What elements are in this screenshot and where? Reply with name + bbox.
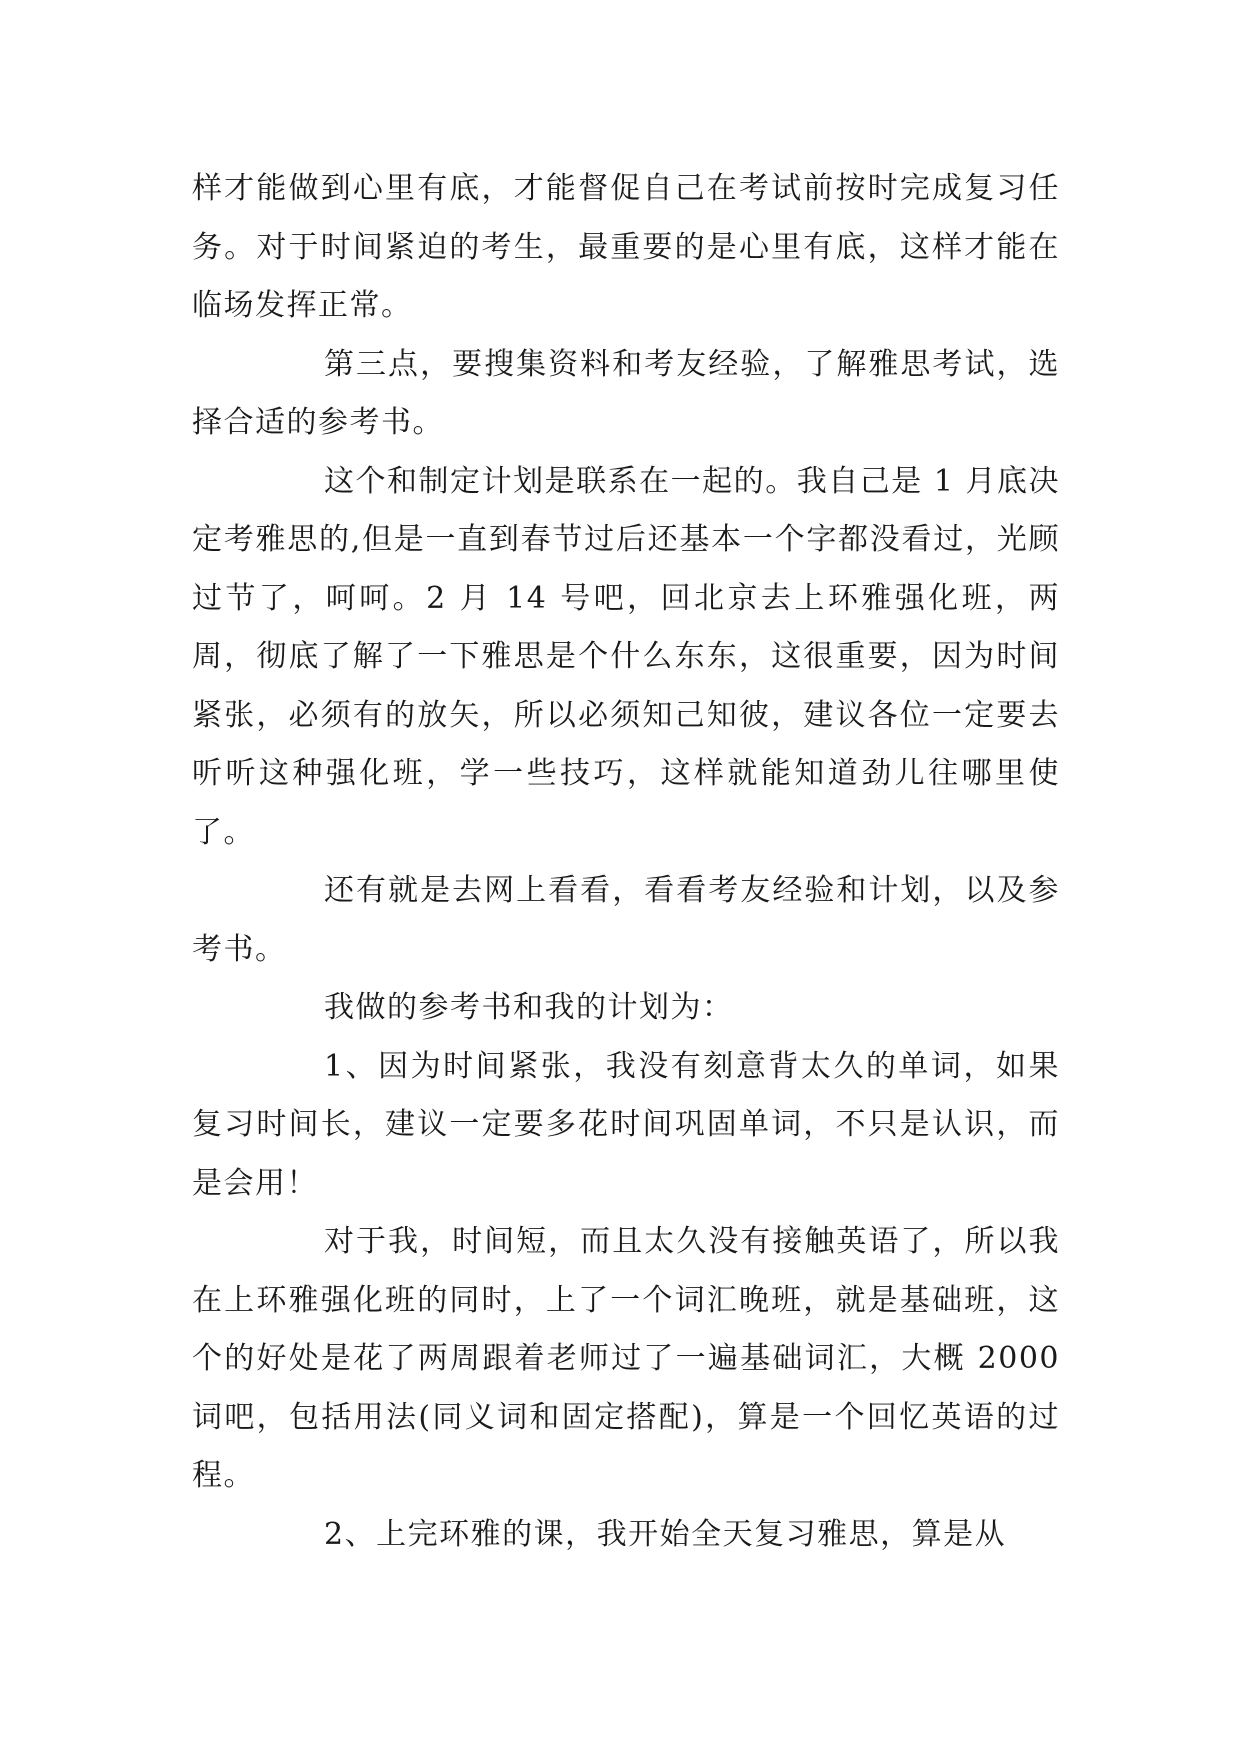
- paragraph-6: 1、因为时间紧张，我没有刻意背太久的单词，如果复习时间长，建议一定要多花时间巩固单词，不只是认识，而是会用！: [192, 1048, 1060, 1201]
- document-body: [192, 160, 1060, 1564]
- paragraph-4: 还有就是去网上看看，看看考友经验和计划，以及参考书。: [192, 873, 1060, 967]
- paragraph-3: 这个和制定计划是联系在一起的。我自己是 1 月底决定考雅思的,但是一直到春节过后还基本一个字都没看过，光顾过节了，呵呵。2 月 14 号吧，回北京去上环雅强化班，两周，彻底了解了一下雅思是个什么东东，这很重要，因为时间紧张，必须有的放矢，所以必须知己知彼，建议各位一定要去听听这种强化班，学一些技巧，这样就能知道劲儿往哪里使了。: [192, 463, 1060, 850]
- paragraph-8: 2、上完环雅的课，我开始全天复习雅思，算是从: [324, 1516, 1007, 1552]
- paragraph-2: 第三点，要搜集资料和考友经验，了解雅思考试，选择合适的参考书。: [192, 346, 1060, 440]
- paragraph-7: 对于我，时间短，而且太久没有接触英语了，所以我在上环雅强化班的同时，上了一个词汇晚班，就是基础班，这个的好处是花了两周跟着老师过了一遍基础词汇，大概 2000 词吧，包括用法(同义词和固定搭配)，算是一个回忆英语的过程。: [192, 1224, 1060, 1493]
- paragraph-1: 样才能做到心里有底，才能督促自己在考试前按时完成复习任务。对于时间紧迫的考生，最重要的是心里有底，这样才能在临场发挥正常。: [192, 171, 1060, 323]
- paragraph-5: 我做的参考书和我的计划为：: [324, 990, 734, 1025]
